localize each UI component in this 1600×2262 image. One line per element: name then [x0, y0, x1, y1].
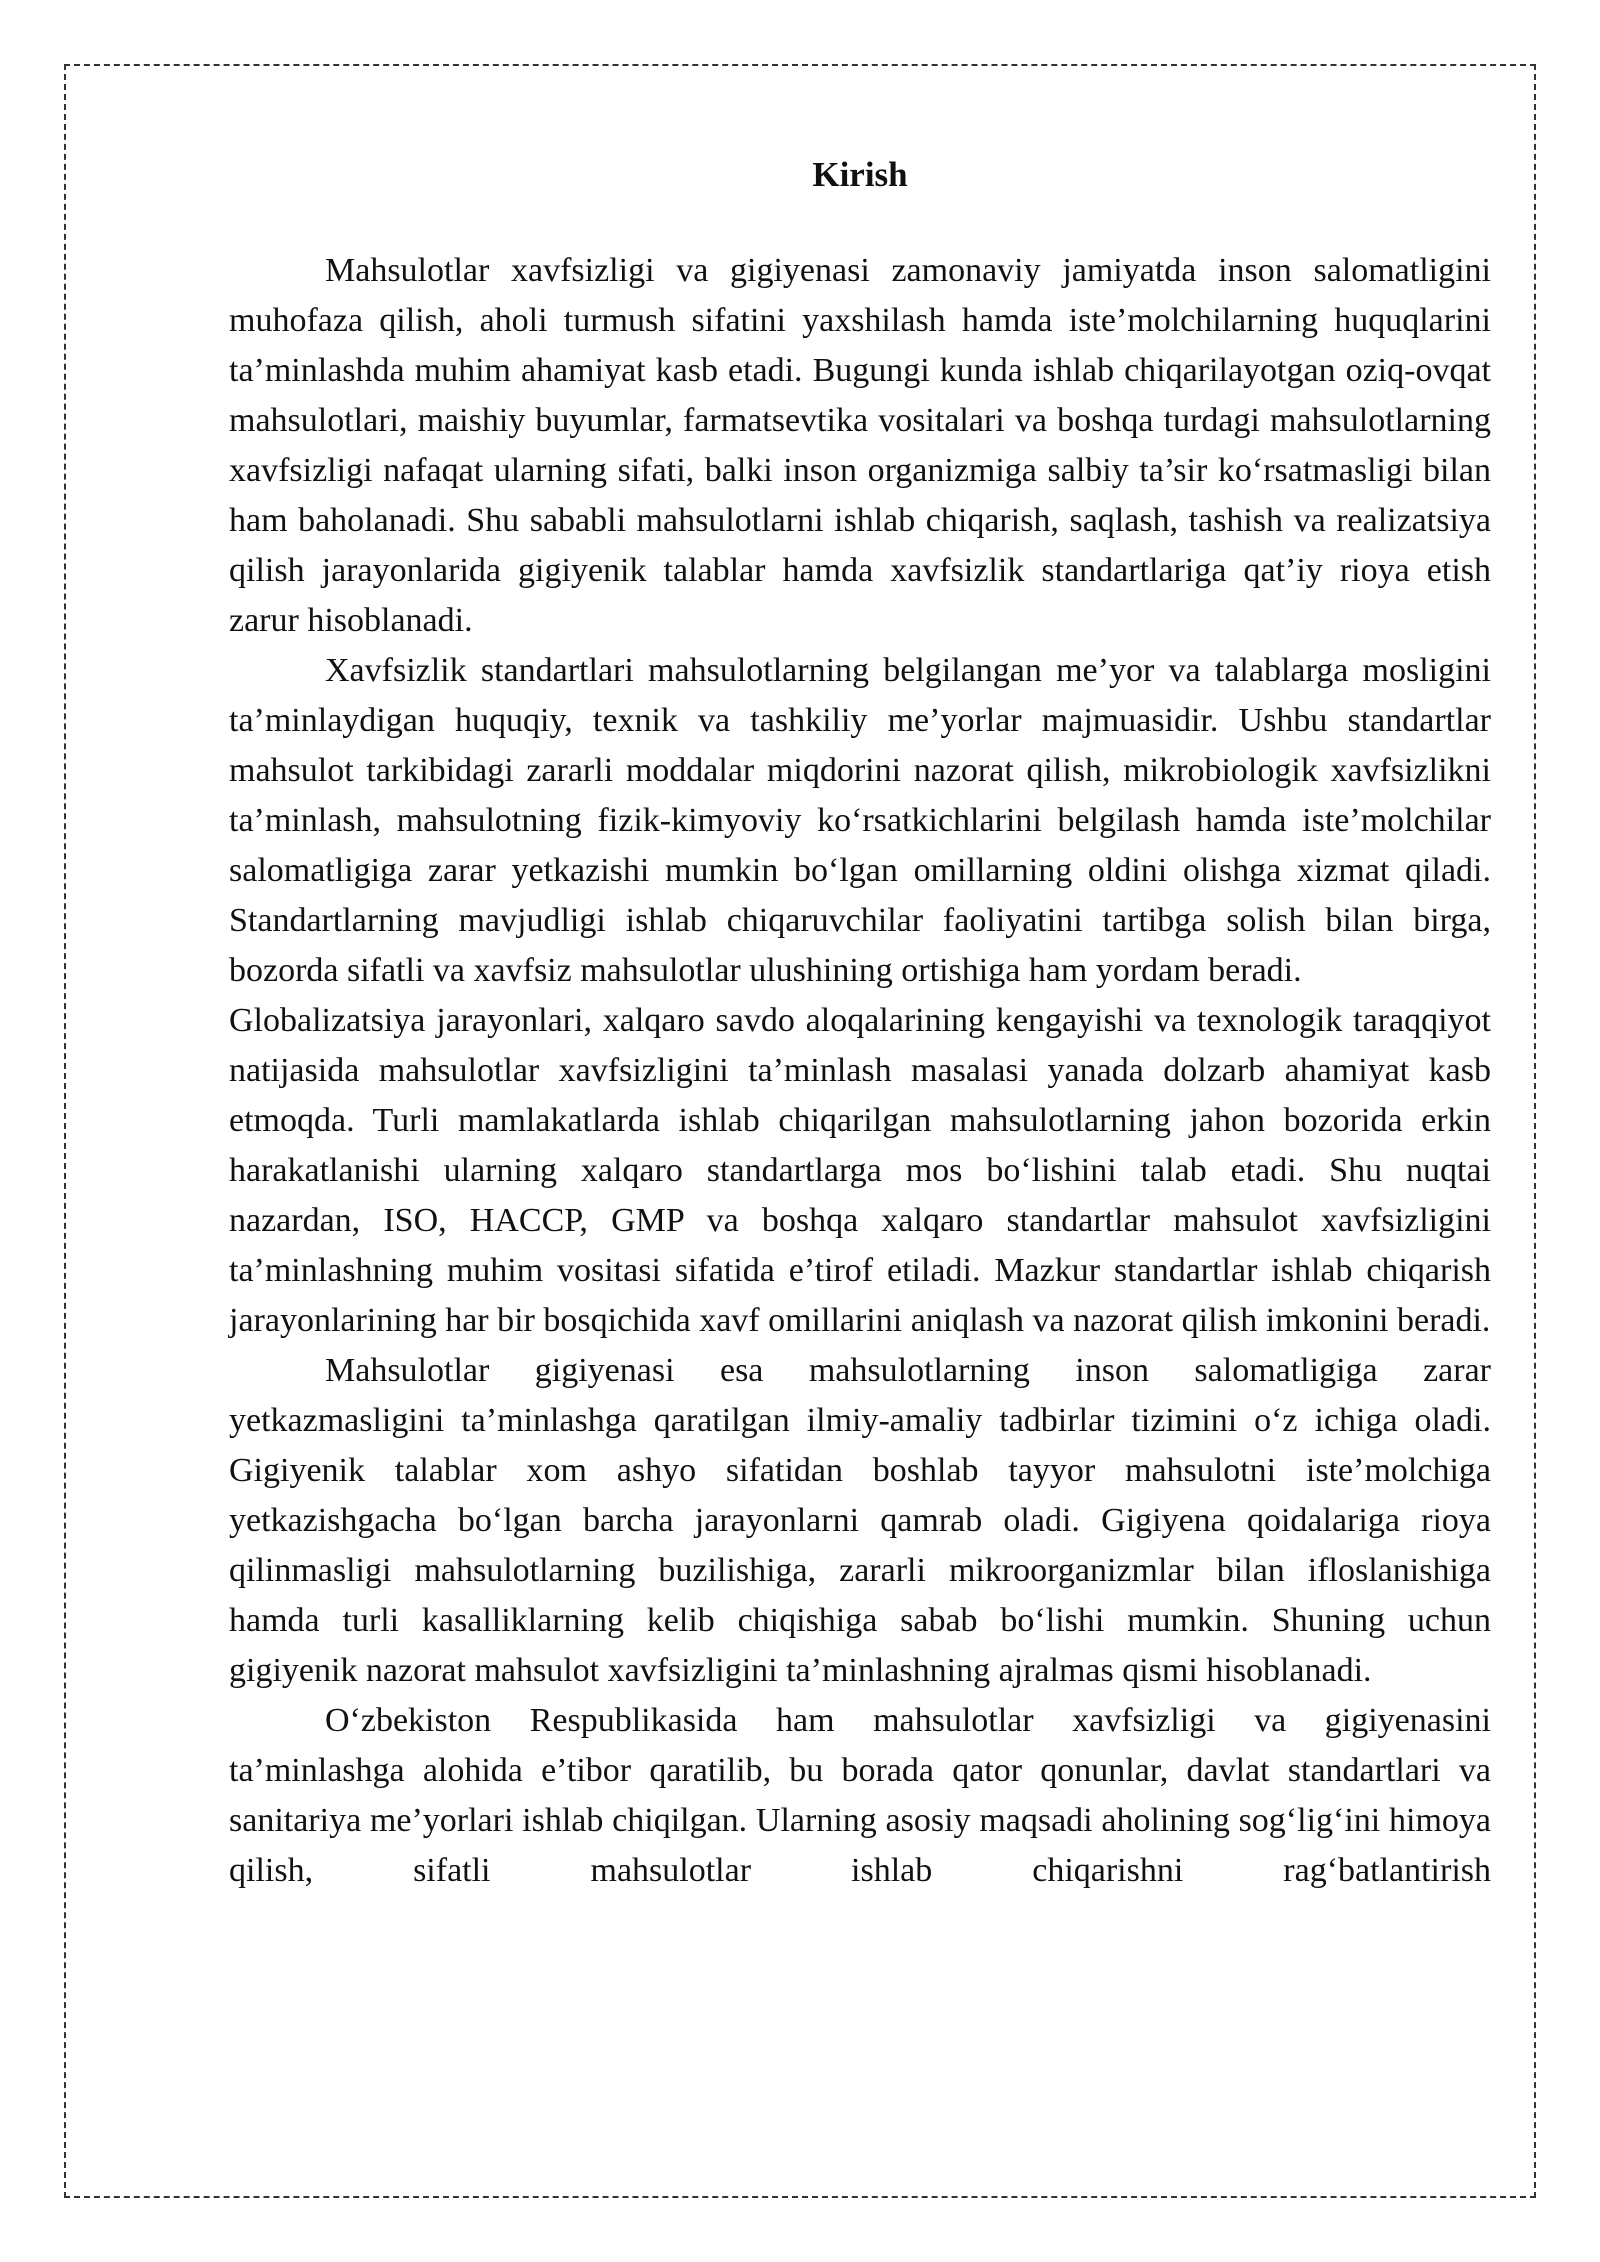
- document-body: [229, 152, 1491, 1896]
- section-heading: Kirish: [812, 155, 908, 194]
- paragraph-1: Mahsulotlar xavfsizligi va gigiyenasi zamonaviy jamiyatda inson salomatligini muhofaza qilish, aholi turmush sifatini yaxshilash hamda iste’molchilarning huquqlarini ta’minlashda muhim ahamiyat kasb etadi. Bugungi kunda ishlab chiqarilayotgan oziq-ovqat mahsulotlari, maishiy buyumlar, farmatsevtika vositalari va boshqa turdagi mahsulotlarning xavfsizligi nafaqat ularning sifati, balki inson organizmiga salbiy ta’sir ko‘rsatmasligi bilan ham baholanadi. Shu sababli mahsulotlarni ishlab chiqarish, saqlash, tashish va realizatsiya qilish jarayonlarida gigiyenik talablar hamda xavfsizlik standartlariga qat’iy rioya etish zarur hisoblanadi.: [229, 252, 1491, 639]
- paragraph-5: O‘zbekiston Respublikasida ham mahsulotlar xavfsizligi va gigiyenasini ta’minlashga alohida e’tibor qaratilib, bu borada qator qonunlar, davlat standartlari va sanitariya me’yorlari ishlab chiqilgan. Ularning asosiy maqsadi aholining sog‘lig‘ini himoya qilish, sifatli mahsulotlar ishlab chiqarishni rag‘batlantirish: [229, 1702, 1491, 1889]
- paragraph-3: Globalizatsiya jarayonlari, xalqaro savdo aloqalarining kengayishi va texnologik taraqqiyot natijasida mahsulotlar xavfsizligini ta’minlash masalasi yanada dolzarb ahamiyat kasb etmoqda. Turli mamlakatlarda ishlab chiqarilgan mahsulotlarning jahon bozorida erkin harakatlanishi ularning xalqaro standartlarga mos bo‘lishini talab etadi. Shu nuqtai nazardan, ISO, HACCP, GMP va boshqa xalqaro standartlar mahsulot xavfsizligini ta’minlashning muhim vositasi sifatida e’tirof etiladi. Mazkur standartlar ishlab chiqarish jarayonlarining har bir bosqichida xavf omillarini aniqlash va nazorat qilish imkonini beradi.: [229, 1002, 1491, 1339]
- paragraph-4: Mahsulotlar gigiyenasi esa mahsulotlarning inson salomatligiga zarar yetkazmasligini ta’minlashga qaratilgan ilmiy-amaliy tadbirlar tizimini o‘z ichiga oladi. Gigiyenik talablar xom ashyo sifatidan boshlab tayyor mahsulotni iste’molchiga yetkazishgacha bo‘lgan barcha jarayonlarni qamrab oladi. Gigiyena qoidalariga rioya qilinmasligi mahsulotlarning buzilishiga, zararli mikroorganizmlar bilan ifloslanishiga hamda turli kasalliklarning kelib chiqishiga sabab bo‘lishi mumkin. Shuning uchun gigiyenik nazorat mahsulot xavfsizligini ta’minlashning ajralmas qismi hisoblanadi.: [229, 1352, 1491, 1689]
- paragraph-2: Xavfsizlik standartlari mahsulotlarning belgilangan me’yor va talablarga mosligini ta’minlaydigan huquqiy, texnik va tashkiliy me’yorlar majmuasidir. Ushbu standartlar mahsulot tarkibidagi zararli moddalar miqdorini nazorat qilish, mikrobiologik xavfsizlikni ta’minlash, mahsulotning fizik-kimyoviy ko‘rsatkichlarini belgilash hamda iste’molchilar salomatligiga zarar yetkazishi mumkin bo‘lgan omillarning oldini olishga xizmat qiladi. Standartlarning mavjudligi ishlab chiqaruvchilar faoliyatini tartibga solish bilan birga, bozorda sifatli va xavfsiz mahsulotlar ulushining ortishiga ham yordam beradi.: [229, 652, 1491, 989]
